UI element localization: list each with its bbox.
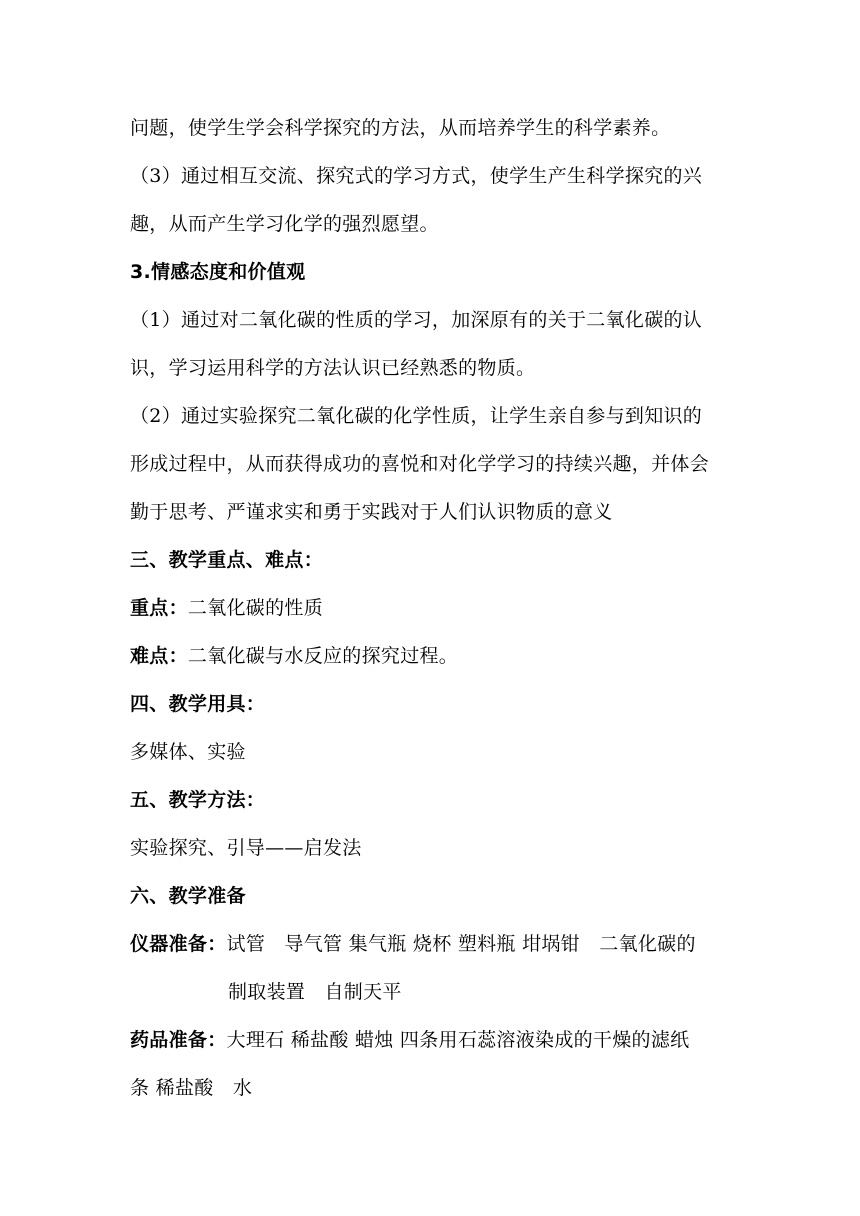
difficulty-text: 二氧化碳与水反应的探究过程。 [187, 645, 459, 667]
instrument-line [130, 932, 696, 956]
instrument-text: 试管 导气管 集气瓶 烧杯 塑料瓶 坩埚钳 二氧化碳的 [226, 933, 696, 955]
difficulty-label: 难点： [130, 645, 188, 667]
paragraph-line: 问题，使学生学会科学探究的方法，从而培养学生的科学素养。 [130, 117, 671, 139]
instrument-line-continued: 制取装置 自制天平 [228, 981, 402, 1003]
reagent-line-continued: 条 稀盐酸 水 [130, 1077, 253, 1099]
section-heading-keypoints: 三、教学重点、难点： [130, 549, 324, 571]
reagent-line [130, 1028, 689, 1052]
section-heading-prep: 六、教学准备 [130, 885, 246, 907]
paragraph-line: （1）通过对二氧化碳的性质的学习，加深原有的关于二氧化碳的认 [130, 309, 703, 331]
section-heading-tools: 四、教学用具： [130, 693, 266, 715]
key-point-label: 重点： [130, 597, 188, 619]
section-heading-attitude: 3.情感态度和价值观 [130, 261, 306, 283]
key-point-text: 二氧化碳的性质 [187, 597, 324, 619]
paragraph-line: 勤于思考、严谨求实和勇于实践对于人们认识物质的意义 [130, 501, 613, 523]
difficulty-line [130, 644, 458, 668]
paragraph-line: 形成过程中，从而获得成功的喜悦和对化学学习的持续兴趣，并体会 [130, 453, 710, 475]
key-point-line [130, 596, 323, 620]
paragraph-line: （3）通过相互交流、探究式的学习方式，使学生产生科学探究的兴 [130, 165, 703, 187]
paragraph-line: 识，学习运用科学的方法认识已经熟悉的物质。 [130, 357, 536, 379]
methods-text: 实验探究、引导——启发法 [130, 837, 362, 859]
reagent-text: 大理石 稀盐酸 蜡烛 四条用石蕊溶液染成的干燥的滤纸 [226, 1029, 690, 1051]
paragraph-line: （2）通过实验探究二氧化碳的化学性质，让学生亲自参与到知识的 [130, 405, 703, 427]
tools-text: 多媒体、实验 [130, 741, 246, 763]
reagent-label: 药品准备： [130, 1029, 227, 1051]
section-heading-methods: 五、教学方法： [130, 789, 266, 811]
paragraph-line: 趣，从而产生学习化学的强烈愿望。 [130, 213, 439, 235]
instrument-label: 仪器准备： [130, 933, 227, 955]
